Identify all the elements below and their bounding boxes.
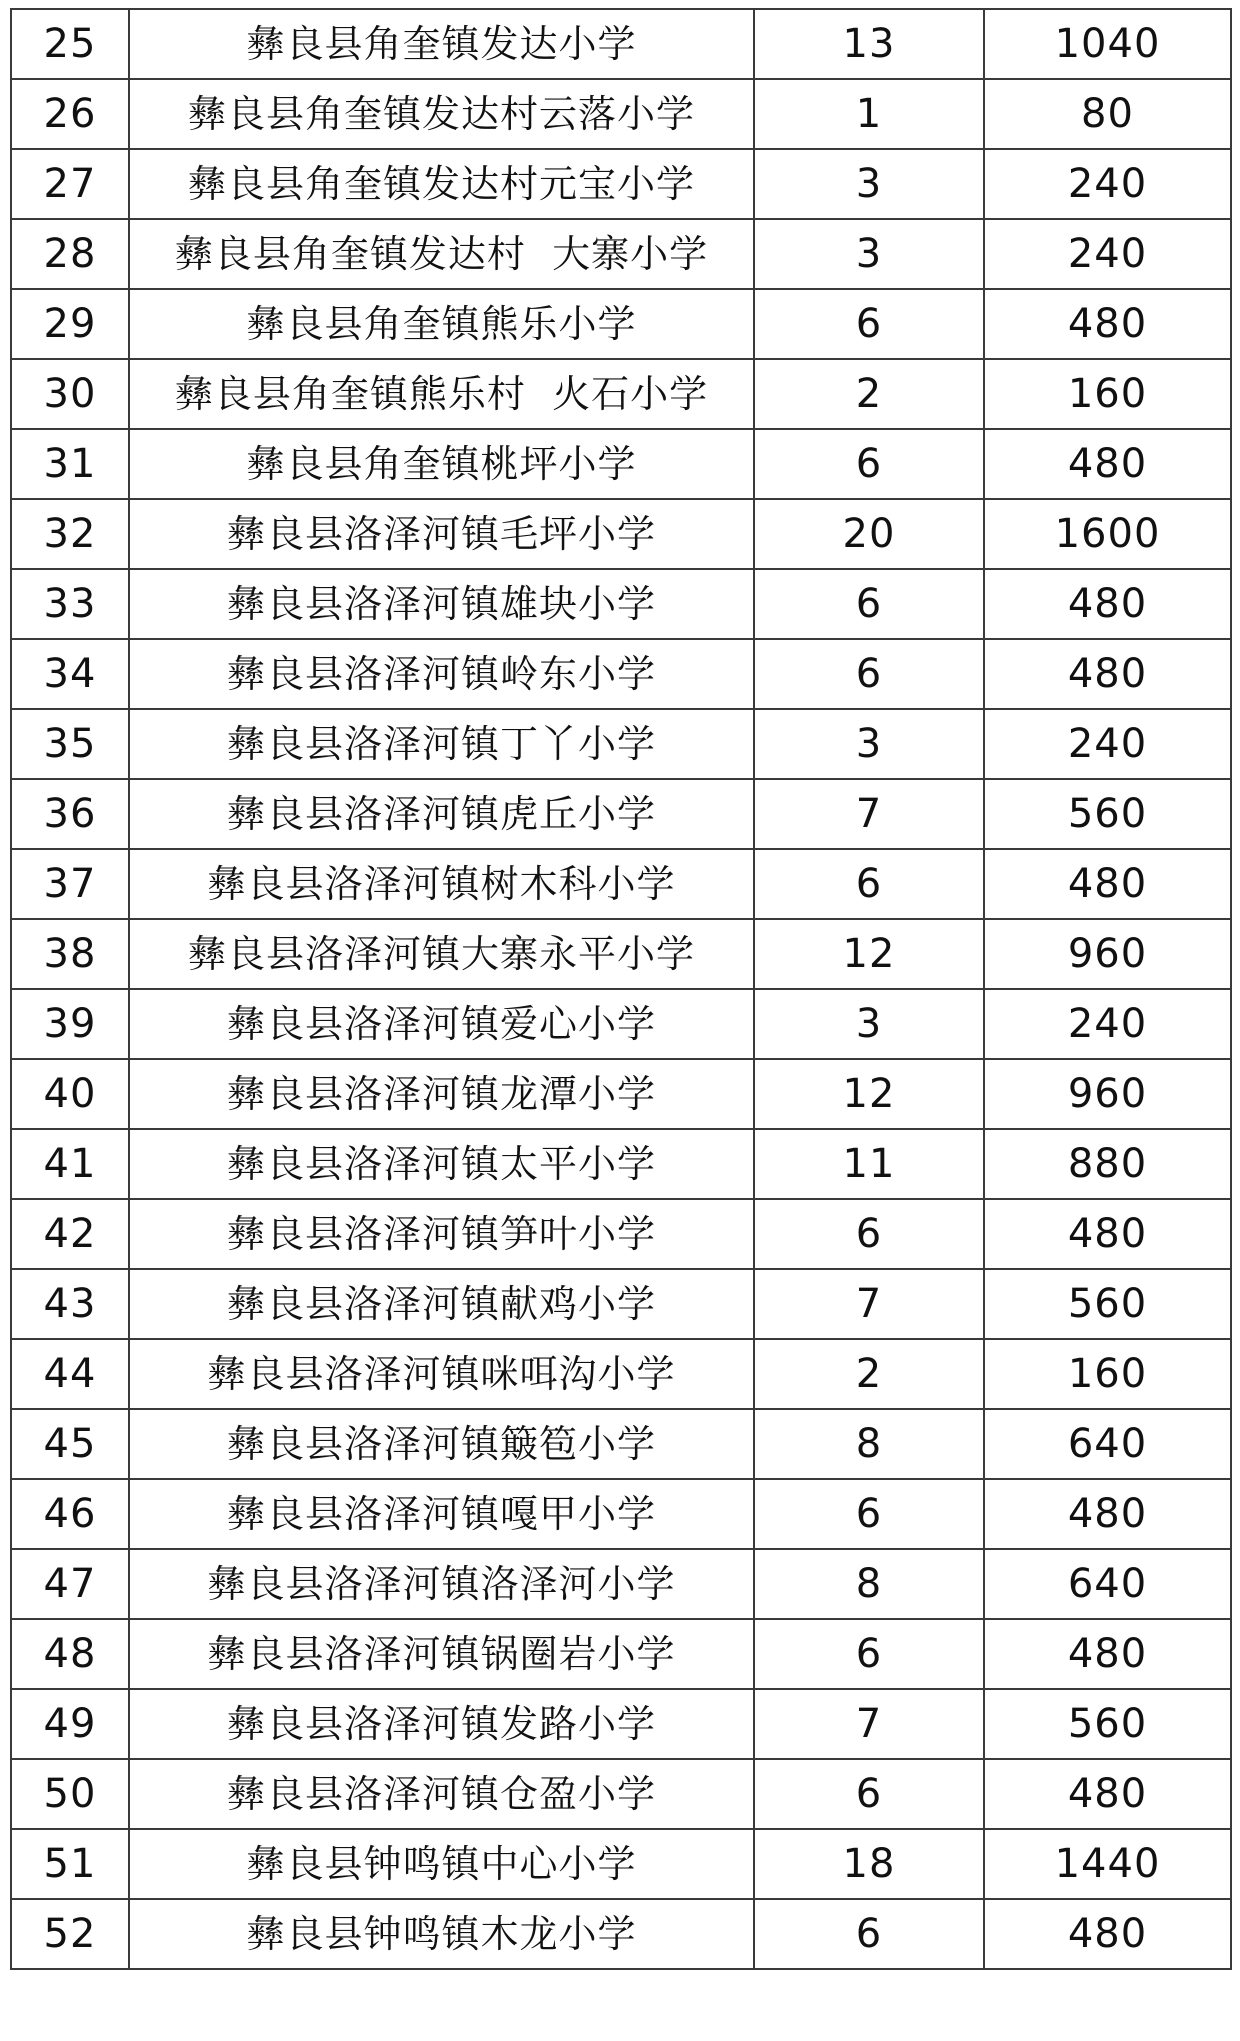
amount-cell: 80 <box>984 79 1231 149</box>
row-index-cell: 31 <box>11 429 129 499</box>
table-row <box>11 849 1231 919</box>
amount-cell: 560 <box>984 1269 1231 1339</box>
amount-cell: 480 <box>984 849 1231 919</box>
row-index-cell: 42 <box>11 1199 129 1269</box>
school-name-cell: 彝良县角奎镇发达村 大寨小学 <box>129 219 754 289</box>
table-row <box>11 149 1231 219</box>
table-row <box>11 1549 1231 1619</box>
school-name-cell: 彝良县角奎镇发达村云落小学 <box>129 79 754 149</box>
amount-cell: 640 <box>984 1549 1231 1619</box>
count-cell: 8 <box>754 1549 984 1619</box>
count-cell: 6 <box>754 429 984 499</box>
school-name-cell: 彝良县洛泽河镇龙潭小学 <box>129 1059 754 1129</box>
row-index-cell: 26 <box>11 79 129 149</box>
table-row <box>11 989 1231 1059</box>
school-name-cell: 彝良县洛泽河镇虎丘小学 <box>129 779 754 849</box>
row-index-cell: 28 <box>11 219 129 289</box>
amount-cell: 480 <box>984 289 1231 359</box>
count-cell: 13 <box>754 9 984 79</box>
table-row <box>11 709 1231 779</box>
row-index-cell: 27 <box>11 149 129 219</box>
table-row <box>11 1899 1231 1969</box>
table-row <box>11 1759 1231 1829</box>
count-cell: 3 <box>754 709 984 779</box>
amount-cell: 1600 <box>984 499 1231 569</box>
count-cell: 6 <box>754 1199 984 1269</box>
row-index-cell: 45 <box>11 1409 129 1479</box>
school-name-cell: 彝良县洛泽河镇爱心小学 <box>129 989 754 1059</box>
school-name-cell: 彝良县角奎镇发达小学 <box>129 9 754 79</box>
row-index-cell: 29 <box>11 289 129 359</box>
amount-cell: 240 <box>984 149 1231 219</box>
amount-cell: 240 <box>984 219 1231 289</box>
school-name-cell: 彝良县洛泽河镇丁丫小学 <box>129 709 754 779</box>
table-row <box>11 1129 1231 1199</box>
school-name-cell: 彝良县钟鸣镇木龙小学 <box>129 1899 754 1969</box>
school-name-cell: 彝良县洛泽河镇咪咡沟小学 <box>129 1339 754 1409</box>
count-cell: 7 <box>754 779 984 849</box>
amount-cell: 480 <box>984 1899 1231 1969</box>
row-index-cell: 40 <box>11 1059 129 1129</box>
school-name-cell: 彝良县洛泽河镇锅圈岩小学 <box>129 1619 754 1689</box>
school-name-cell: 彝良县洛泽河镇雄块小学 <box>129 569 754 639</box>
row-index-cell: 52 <box>11 1899 129 1969</box>
row-index-cell: 44 <box>11 1339 129 1409</box>
school-name-cell: 彝良县洛泽河镇洛泽河小学 <box>129 1549 754 1619</box>
row-index-cell: 33 <box>11 569 129 639</box>
amount-cell: 480 <box>984 1619 1231 1689</box>
amount-cell: 480 <box>984 639 1231 709</box>
school-table-container <box>10 8 1230 1970</box>
table-row <box>11 9 1231 79</box>
school-name-cell: 彝良县角奎镇熊乐小学 <box>129 289 754 359</box>
table-row <box>11 1619 1231 1689</box>
amount-cell: 880 <box>984 1129 1231 1199</box>
table-row <box>11 429 1231 499</box>
table-row <box>11 289 1231 359</box>
row-index-cell: 50 <box>11 1759 129 1829</box>
table-row <box>11 919 1231 989</box>
table-row <box>11 1479 1231 1549</box>
count-cell: 2 <box>754 1339 984 1409</box>
table-row <box>11 1269 1231 1339</box>
row-index-cell: 47 <box>11 1549 129 1619</box>
count-cell: 8 <box>754 1409 984 1479</box>
count-cell: 6 <box>754 569 984 639</box>
row-index-cell: 36 <box>11 779 129 849</box>
row-index-cell: 48 <box>11 1619 129 1689</box>
count-cell: 6 <box>754 849 984 919</box>
amount-cell: 480 <box>984 1199 1231 1269</box>
table-row <box>11 1409 1231 1479</box>
amount-cell: 160 <box>984 1339 1231 1409</box>
count-cell: 3 <box>754 989 984 1059</box>
count-cell: 6 <box>754 1619 984 1689</box>
row-index-cell: 43 <box>11 1269 129 1339</box>
table-row <box>11 1059 1231 1129</box>
amount-cell: 640 <box>984 1409 1231 1479</box>
count-cell: 6 <box>754 639 984 709</box>
row-index-cell: 37 <box>11 849 129 919</box>
school-table-body <box>11 9 1231 1969</box>
amount-cell: 960 <box>984 919 1231 989</box>
amount-cell: 480 <box>984 569 1231 639</box>
table-row <box>11 779 1231 849</box>
table-row <box>11 569 1231 639</box>
amount-cell: 160 <box>984 359 1231 429</box>
table-row <box>11 639 1231 709</box>
count-cell: 3 <box>754 149 984 219</box>
row-index-cell: 46 <box>11 1479 129 1549</box>
count-cell: 6 <box>754 289 984 359</box>
count-cell: 11 <box>754 1129 984 1199</box>
school-name-cell: 彝良县洛泽河镇毛坪小学 <box>129 499 754 569</box>
count-cell: 12 <box>754 1059 984 1129</box>
table-row <box>11 1829 1231 1899</box>
amount-cell: 480 <box>984 1479 1231 1549</box>
count-cell: 12 <box>754 919 984 989</box>
school-name-cell: 彝良县洛泽河镇献鸡小学 <box>129 1269 754 1339</box>
row-index-cell: 39 <box>11 989 129 1059</box>
school-name-cell: 彝良县洛泽河镇太平小学 <box>129 1129 754 1199</box>
row-index-cell: 34 <box>11 639 129 709</box>
table-row <box>11 1339 1231 1409</box>
count-cell: 2 <box>754 359 984 429</box>
school-name-cell: 彝良县钟鸣镇中心小学 <box>129 1829 754 1899</box>
count-cell: 18 <box>754 1829 984 1899</box>
row-index-cell: 35 <box>11 709 129 779</box>
row-index-cell: 51 <box>11 1829 129 1899</box>
table-row <box>11 1199 1231 1269</box>
amount-cell: 1440 <box>984 1829 1231 1899</box>
row-index-cell: 38 <box>11 919 129 989</box>
school-name-cell: 彝良县洛泽河镇嘎甲小学 <box>129 1479 754 1549</box>
amount-cell: 560 <box>984 779 1231 849</box>
count-cell: 7 <box>754 1689 984 1759</box>
count-cell: 20 <box>754 499 984 569</box>
school-name-cell: 彝良县洛泽河镇簸笣小学 <box>129 1409 754 1479</box>
row-index-cell: 32 <box>11 499 129 569</box>
amount-cell: 240 <box>984 709 1231 779</box>
school-name-cell: 彝良县角奎镇熊乐村 火石小学 <box>129 359 754 429</box>
school-table <box>10 8 1232 1970</box>
table-row <box>11 1689 1231 1759</box>
row-index-cell: 49 <box>11 1689 129 1759</box>
table-row <box>11 219 1231 289</box>
table-row <box>11 499 1231 569</box>
count-cell: 1 <box>754 79 984 149</box>
amount-cell: 1040 <box>984 9 1231 79</box>
table-row <box>11 79 1231 149</box>
school-name-cell: 彝良县洛泽河镇大寨永平小学 <box>129 919 754 989</box>
school-name-cell: 彝良县洛泽河镇发路小学 <box>129 1689 754 1759</box>
amount-cell: 960 <box>984 1059 1231 1129</box>
school-name-cell: 彝良县洛泽河镇仓盈小学 <box>129 1759 754 1829</box>
row-index-cell: 30 <box>11 359 129 429</box>
count-cell: 7 <box>754 1269 984 1339</box>
amount-cell: 480 <box>984 1759 1231 1829</box>
count-cell: 6 <box>754 1899 984 1969</box>
table-row <box>11 359 1231 429</box>
school-name-cell: 彝良县洛泽河镇岭东小学 <box>129 639 754 709</box>
school-name-cell: 彝良县角奎镇桃坪小学 <box>129 429 754 499</box>
school-name-cell: 彝良县角奎镇发达村元宝小学 <box>129 149 754 219</box>
school-name-cell: 彝良县洛泽河镇树木科小学 <box>129 849 754 919</box>
count-cell: 3 <box>754 219 984 289</box>
row-index-cell: 41 <box>11 1129 129 1199</box>
school-name-cell: 彝良县洛泽河镇笋叶小学 <box>129 1199 754 1269</box>
amount-cell: 560 <box>984 1689 1231 1759</box>
amount-cell: 240 <box>984 989 1231 1059</box>
amount-cell: 480 <box>984 429 1231 499</box>
count-cell: 6 <box>754 1759 984 1829</box>
count-cell: 6 <box>754 1479 984 1549</box>
row-index-cell: 25 <box>11 9 129 79</box>
